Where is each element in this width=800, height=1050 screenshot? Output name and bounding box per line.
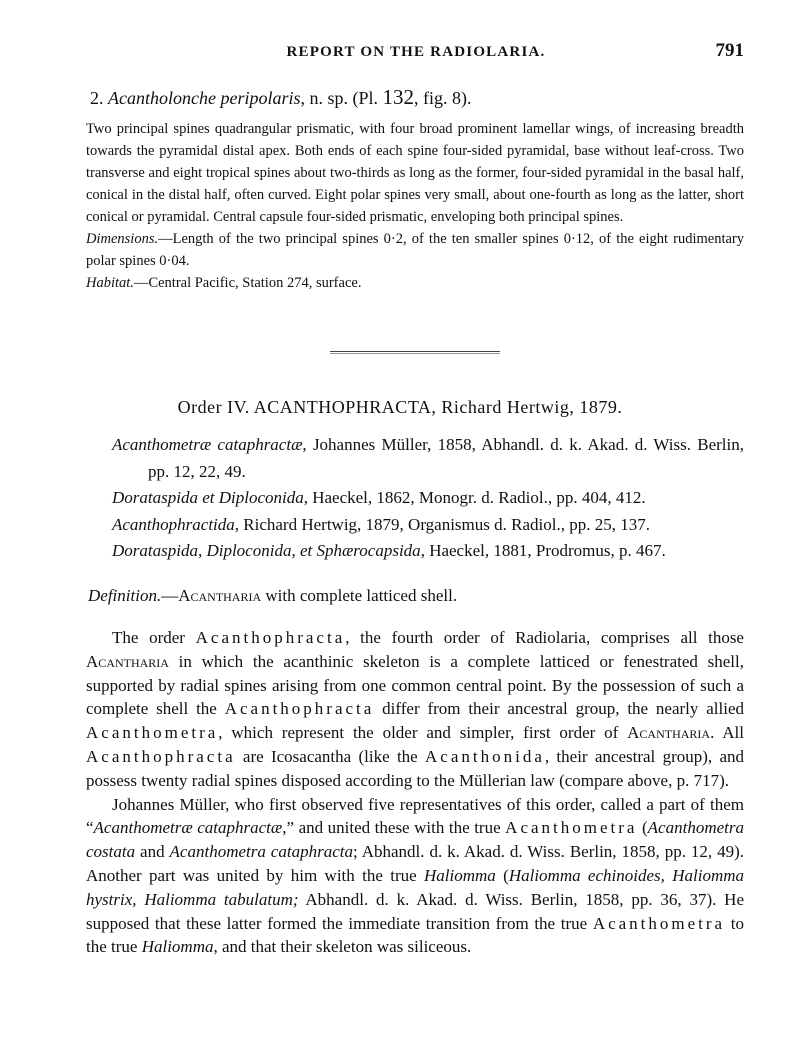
definition-text: with complete latticed shell. <box>261 586 458 605</box>
text-run: ,” and united these with the true <box>282 818 506 838</box>
synonym-reference: , Haeckel, 1881, Prodromus, p. 467. <box>420 541 666 560</box>
synonym-taxon: Acanthophractida <box>112 514 235 534</box>
figure-reference: , fig. 8). <box>414 88 472 108</box>
paragraph-2 <box>86 793 744 960</box>
text-run: are Icosacantha (like the <box>235 746 426 766</box>
text-run: . All <box>710 723 744 743</box>
species-name: Acantholonche peripolaris <box>108 88 301 108</box>
text-run: , the fourth order of Radiolaria, comprises all those <box>345 628 744 647</box>
synonym-reference: , Richard Hertwig, 1879, Organismus d. Radiol., pp. 25, 137. <box>234 514 650 534</box>
page-number: 791 <box>715 40 744 61</box>
italic-taxon: Haliomma <box>424 865 496 885</box>
text-run: and <box>135 842 170 862</box>
spaced-taxon: Acanthophracta <box>195 628 346 647</box>
definition-dash: — <box>161 586 179 605</box>
definition-group: Acantharia <box>178 586 262 605</box>
synonym-taxon: Acanthometræ cataphractæ <box>112 435 303 454</box>
definition-line <box>88 586 457 606</box>
synonym-taxon: Dorataspida et Diploconida <box>112 488 304 507</box>
italic-taxon: Haliomma <box>141 937 214 957</box>
body-text <box>86 626 744 959</box>
synonym-entry <box>112 432 744 485</box>
text-run: ( <box>495 865 509 885</box>
italic-taxon: Acanthometræ cataphractæ <box>93 818 283 838</box>
synonym-entry <box>112 485 744 512</box>
small-caps-taxon: Acantharia <box>627 723 711 743</box>
text-run: ; Abhandl. d. k. Akad. d. Wiss. Berlin, 1858, pp. 12, 49). Another part was united by him with the true <box>86 842 744 885</box>
species-status: , n. sp. (Pl. <box>300 88 378 108</box>
synonymy-list <box>112 432 744 565</box>
habitat-text: —Central Pacific, Station 274, surface. <box>133 275 362 291</box>
paragraph-1 <box>86 626 744 793</box>
italic-taxon: Acanthometra cataphracta <box>169 842 353 862</box>
spaced-taxon: Acanthometra <box>86 723 219 743</box>
synonym-entry <box>112 538 744 565</box>
text-run: in which the acanthinic skeleton is a complete latticed or fenestrated shell, supported by radial spines arising from one common central point. By the possession of such a complete shell the <box>86 651 744 719</box>
habitat-line <box>86 272 744 294</box>
spaced-taxon: Acanthophracta <box>86 746 236 766</box>
synonym-reference: , Johannes Müller, 1858, Abhandl. d. k. Akad. d. Wiss. Berlin, pp. 12, 22, 49. <box>148 435 744 481</box>
text-run: differ from their ancestral group, the nearly allied <box>374 699 744 719</box>
habitat-label: Habitat. <box>86 275 134 291</box>
synonym-entry <box>112 512 744 539</box>
species-heading <box>90 85 472 110</box>
spaced-taxon: Acanthometra <box>505 818 638 838</box>
plate-number: 132 <box>382 85 414 109</box>
italic-taxon: Acanthometra costata <box>86 818 744 862</box>
text-run: , which represent the older and simpler, first order of <box>218 723 628 743</box>
spaced-taxon: Acanthonida <box>425 746 545 766</box>
definition-label: Definition. <box>88 586 162 605</box>
text-run: to the true <box>86 913 744 957</box>
spaced-taxon: Acanthometra <box>592 913 726 933</box>
synonym-taxon: Dorataspida, Diploconida, et Sphærocapsida <box>112 541 421 560</box>
species-description: Two principal spines quadrangular prismatic, with four broad prominent lamellar wings, of increasing breadth towards the pyramidal distal apex. Both ends of each spine four-sided pyramidal, base without leaf-cross. Two transverse and eight tropical spines about two-thirds as long as the former, four-sided pyramidal in the basal half, conical in the distal half, often curved. Eight polar spines very small, about one-fourth as long as the latter, short conical or pyramidal. Central capsule four-sided prismatic, enveloping both principal spines. <box>86 121 744 225</box>
italic-taxon: Haliomma echinoides, Haliomma hystrix, Haliomma tabulatum; <box>86 865 744 909</box>
text-run: The order <box>112 628 196 647</box>
order-heading: Order IV. ACANTHOPHRACTA, Richard Hertwig, 1879. <box>177 397 623 417</box>
dimensions-label: Dimensions. <box>86 231 159 247</box>
text-run: ( <box>637 818 648 838</box>
text-run: , and that their skeleton was siliceous. <box>213 937 472 957</box>
species-description-block <box>86 118 744 294</box>
spaced-taxon: Acanthophracta <box>224 699 375 719</box>
small-caps-taxon: Acantharia <box>86 651 169 671</box>
page-header <box>88 40 744 70</box>
dimensions-text: —Length of the two principal spines 0·2, of the ten smaller spines 0·12, of the eight rudimentary polar spines 0·04. <box>86 231 744 269</box>
text-run: Johannes Müller, who first observed five representatives of this order, called a part of them “ <box>86 794 744 838</box>
text-run: Abhandl. d. k. Akad. d. Wiss. Berlin, 1858, pp. 36, 37). He supposed that these latter formed the immediate transition from the true <box>86 889 744 933</box>
running-title: REPORT ON THE RADIOLARIA. <box>286 44 546 60</box>
text-run: , their ancestral group), and possess twenty radial spines disposed according to the Müllerian law (compare above, p. 717). <box>86 746 744 790</box>
section-divider <box>330 351 500 354</box>
synonym-reference: , Haeckel, 1862, Monogr. d. Radiol., pp. 404, 412. <box>303 488 646 507</box>
dimensions-line <box>86 228 744 272</box>
species-number: 2. <box>90 88 104 108</box>
